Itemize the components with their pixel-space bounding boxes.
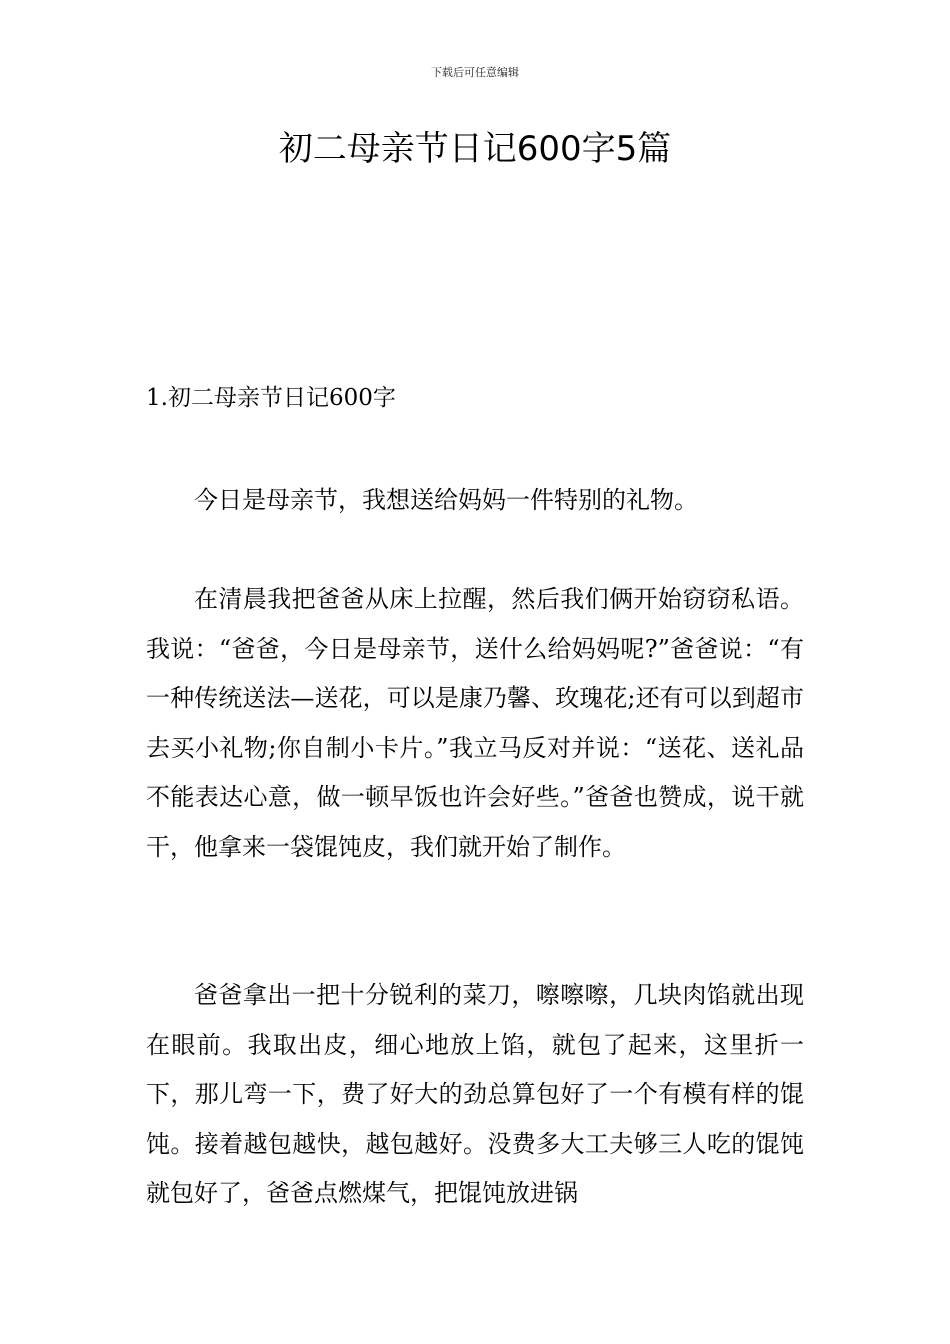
paragraph-block bbox=[146, 971, 804, 1219]
paragraph: 今日是母亲节，我想送给妈妈一件特别的礼物。 bbox=[194, 486, 698, 514]
section-heading: 1.初二母亲节日记600字 bbox=[146, 385, 396, 411]
paragraph: 在清晨我把爸爸从床上拉醒，然后我们俩开始窃窃私语。我说：“爸爸，今日是母亲节，送什么给妈妈呢?”爸爸说：“有一种传统送法—送花，可以是康乃馨、玫瑰花;还有可以到超市去买小礼物;你自制小卡片。”我立马反对并说：“送花、送礼品不能表达心意，做一顿早饭也许会好些。”爸爸也赞成，说干就干，他拿来一袋馄饨皮，我们就开始了制作。 bbox=[146, 585, 804, 861]
paragraph-block bbox=[146, 476, 804, 526]
document-title: 初二母亲节日记600字5篇 bbox=[278, 129, 672, 169]
paragraph-block bbox=[146, 575, 804, 873]
paragraph: 爸爸拿出一把十分锐利的菜刀，嚓嚓嚓，几块肉馅就出现在眼前。我取出皮，细心地放上馅，就包了起来，这里折一下，那儿弯一下，费了好大的劲总算包好了一个有模有样的馄饨。接着越包越快，越包越好。没费多大工夫够三人吃的馄饨就包好了，爸爸点燃煤气，把馄饨放进锅 bbox=[146, 981, 804, 1208]
header-note: 下载后可任意编辑 bbox=[431, 66, 519, 79]
